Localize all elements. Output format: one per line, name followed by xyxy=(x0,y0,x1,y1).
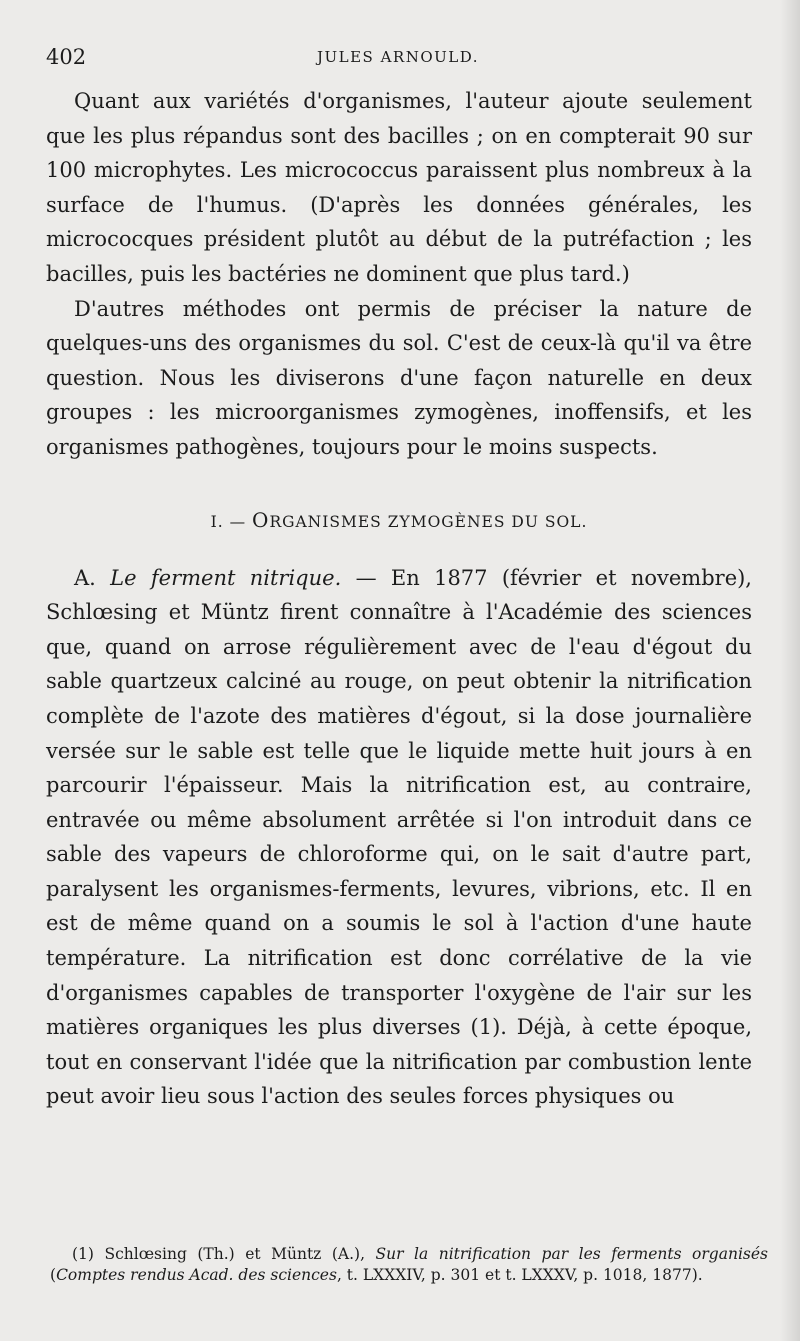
paragraph-methods: D'autres méthodes ont permis de préciser la nature de quelques-uns des organismes du sol. C'est de ceux-là qu'il va être question. Nous les diviserons d'une façon naturelle en deux groupes : les microorganismes zymogènes, inoffensifs, et les organismes pathogènes, toujours pour le moins suspects. xyxy=(46,296,752,459)
running-head xyxy=(46,42,750,74)
footnote-source-open: ( xyxy=(50,1266,57,1284)
page-number: 402 xyxy=(46,45,87,69)
section-heading xyxy=(46,505,752,537)
footnote-authors: Schlœsing (Th.) et Müntz (A.), xyxy=(104,1245,365,1263)
section-numeral: I. — xyxy=(210,512,247,531)
section-title-rest: RGANISMES ZYMOGÈNES DU SOL. xyxy=(269,512,588,531)
subsection-label: A. xyxy=(74,565,96,590)
body-text xyxy=(46,84,752,1114)
footnote-rest: , t. LXXXIV, p. 301 et t. LXXXV, p. 1018, 1877). xyxy=(336,1266,703,1284)
page-edge-shadow xyxy=(780,0,800,1341)
subsection-title: Le ferment nitrique. xyxy=(110,565,342,590)
footnote-title: Sur la nitrification par les ferments organisés xyxy=(375,1245,768,1263)
footnote-source: Comptes rendus Acad. des sciences xyxy=(56,1266,337,1284)
footnote-marker: (1) xyxy=(72,1245,94,1263)
footnote xyxy=(50,1244,768,1286)
running-head-author: JULES ARNOULD. xyxy=(316,48,480,66)
section-title-initial: O xyxy=(252,507,270,532)
paragraph-varieties: Quant aux variétés d'organismes, l'auteur ajoute seulement que les plus répandus sont des bacilles ; on en compterait 90 sur 100 microphytes. Les micrococcus paraissent plus nombreux à la surface de l'humus. (D'après les données générales, les micrococques président plutôt au début de la putréfaction ; les bacilles, puis les bactéries ne dominent que plus tard.) xyxy=(46,89,752,286)
subsection-text: — En 1877 (février et novembre), Schlœsing et Müntz firent connaître à l'Académie des sciences que, quand on arrose régulièrement avec de l'eau d'égout du sable quartzeux calciné au rouge, on peut obtenir la nitrification complète de l'azote des matières d'égout, si la dose journalière versée sur le sable est telle que le liquide mette huit jours à en parcourir l'épaisseur. Mais la nitrification est, au contraire, entravée ou même absolument arrêtée si l'on introduit dans ce sable des vapeurs de chloroforme qui, on le sait d'autre part, paralysent les organismes-ferments, levures, vibrions, etc. Il en est de même quand on a soumis le sol à l'action d'une haute température. La nitrification est donc corrélative de la vie d'organismes capables de transporter l'oxygène de l'air sur les matières organiques les plus diverses (1). Déjà, à cette époque, tout en conservant l'idée que la nitrification par combustion lente peut avoir lieu sous l'action des seules forces physiques ou xyxy=(46,565,752,1109)
paragraph-ferment-nitrique xyxy=(46,561,752,1115)
